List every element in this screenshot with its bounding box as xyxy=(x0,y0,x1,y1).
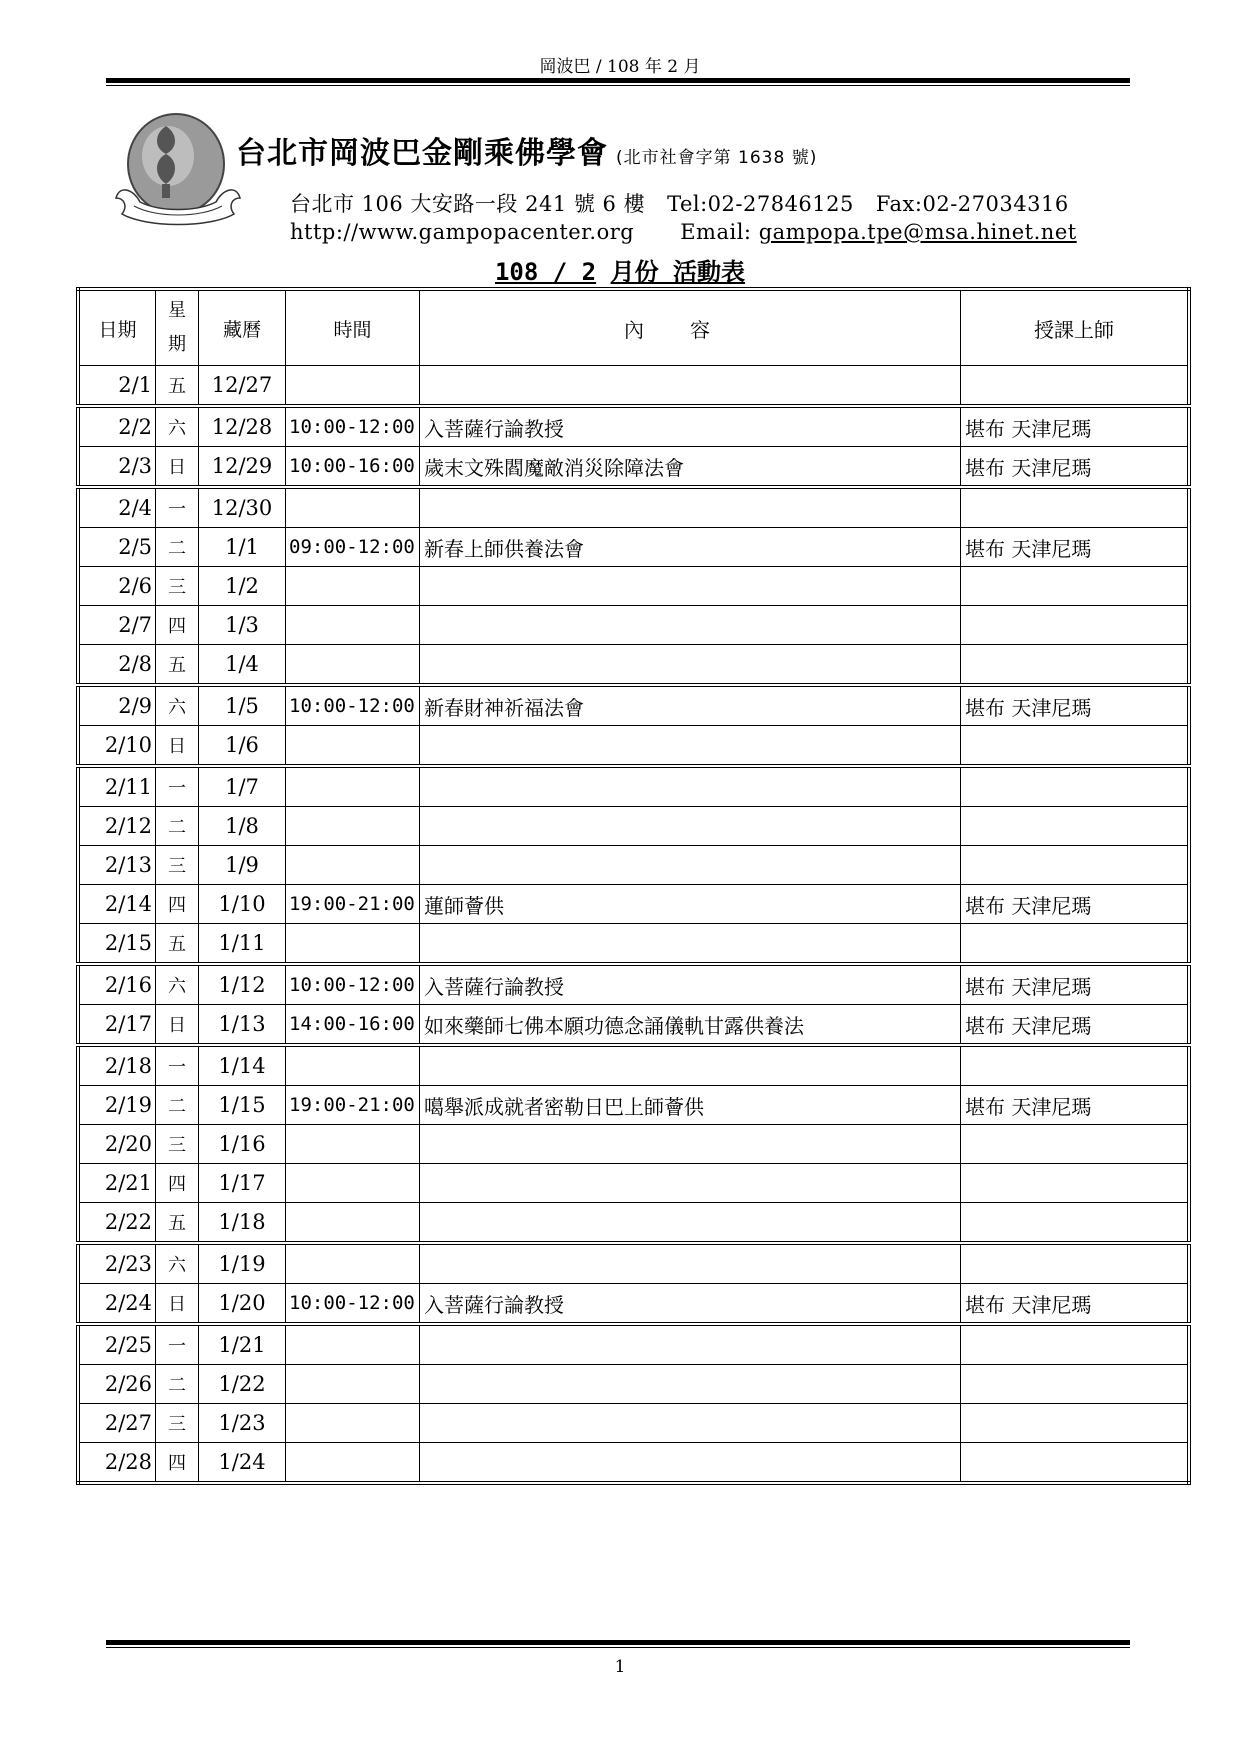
table-row xyxy=(78,447,1189,488)
row-content xyxy=(420,1365,961,1404)
row-teacher: 堪布 天津尼瑪 xyxy=(961,1284,1190,1325)
table-header-row xyxy=(78,289,1189,366)
document-title xyxy=(0,252,1240,287)
row-content: 新春財神祈福法會 xyxy=(420,685,961,726)
table-row xyxy=(78,964,1189,1005)
table-row xyxy=(78,1365,1189,1404)
row-teacher: 堪布 天津尼瑪 xyxy=(961,885,1190,924)
row-time xyxy=(286,645,420,686)
row-time xyxy=(286,846,420,885)
contact-line-2 xyxy=(290,220,1077,244)
row-teacher: 堪布 天津尼瑪 xyxy=(961,964,1190,1005)
row-time: 09:00-12:00 xyxy=(286,528,420,567)
row-content xyxy=(420,606,961,645)
row-content: 入菩薩行論教授 xyxy=(420,406,961,447)
row-content xyxy=(420,924,961,965)
row-content: 入菩薩行論教授 xyxy=(420,964,961,1005)
row-time: 10:00-16:00 xyxy=(286,447,420,488)
table-row xyxy=(78,1203,1189,1244)
row-weekday: 日 xyxy=(156,1284,199,1325)
row-content xyxy=(420,567,961,606)
row-time xyxy=(286,924,420,965)
row-teacher xyxy=(961,1125,1190,1164)
row-time xyxy=(286,1324,420,1365)
table-row xyxy=(78,924,1189,965)
row-tibetan-date: 1/7 xyxy=(199,766,286,807)
schedule-body xyxy=(78,366,1189,1484)
row-date: 2/16 xyxy=(78,964,156,1005)
row-tibetan-date: 1/4 xyxy=(199,645,286,686)
row-tibetan-date: 1/3 xyxy=(199,606,286,645)
row-content: 歲末文殊閻魔敵消災除障法會 xyxy=(420,447,961,488)
row-teacher xyxy=(961,766,1190,807)
row-tibetan-date: 1/19 xyxy=(199,1243,286,1284)
table-row xyxy=(78,1045,1189,1086)
row-weekday: 二 xyxy=(156,1365,199,1404)
row-date: 2/24 xyxy=(78,1284,156,1325)
header-date: 日期 xyxy=(78,289,156,366)
row-time xyxy=(286,567,420,606)
row-tibetan-date: 1/15 xyxy=(199,1086,286,1125)
row-weekday: 五 xyxy=(156,366,199,407)
row-time: 10:00-12:00 xyxy=(286,406,420,447)
row-weekday: 二 xyxy=(156,1086,199,1125)
row-date: 2/14 xyxy=(78,885,156,924)
row-date: 2/13 xyxy=(78,846,156,885)
table-row xyxy=(78,366,1189,407)
row-date: 2/7 xyxy=(78,606,156,645)
row-weekday: 日 xyxy=(156,447,199,488)
row-weekday: 六 xyxy=(156,1243,199,1284)
row-date: 2/8 xyxy=(78,645,156,686)
row-teacher xyxy=(961,1443,1190,1484)
row-weekday: 三 xyxy=(156,1125,199,1164)
table-row xyxy=(78,1086,1189,1125)
row-content xyxy=(420,807,961,846)
row-tibetan-date: 1/10 xyxy=(199,885,286,924)
bottom-rule xyxy=(106,1640,1130,1648)
row-teacher xyxy=(961,606,1190,645)
row-teacher: 堪布 天津尼瑪 xyxy=(961,1005,1190,1046)
row-weekday: 五 xyxy=(156,924,199,965)
row-time xyxy=(286,1443,420,1484)
row-teacher xyxy=(961,1404,1190,1443)
table-row xyxy=(78,1284,1189,1325)
org-email-link[interactable]: gampopa.tpe@msa.hinet.net xyxy=(758,220,1077,244)
row-tibetan-date: 1/6 xyxy=(199,726,286,767)
row-date: 2/20 xyxy=(78,1125,156,1164)
row-weekday: 三 xyxy=(156,846,199,885)
row-tibetan-date: 1/24 xyxy=(199,1443,286,1484)
row-date: 2/11 xyxy=(78,766,156,807)
org-fax: Fax:02-27034316 xyxy=(875,192,1069,216)
row-tibetan-date: 1/16 xyxy=(199,1125,286,1164)
row-time xyxy=(286,366,420,407)
row-content: 噶舉派成就者密勒日巴上師薈供 xyxy=(420,1086,961,1125)
row-teacher: 堪布 天津尼瑪 xyxy=(961,528,1190,567)
row-content xyxy=(420,1203,961,1244)
row-teacher xyxy=(961,846,1190,885)
table-row xyxy=(78,1404,1189,1443)
table-row xyxy=(78,1125,1189,1164)
row-weekday: 一 xyxy=(156,1045,199,1086)
row-content xyxy=(420,1045,961,1086)
row-time: 10:00-12:00 xyxy=(286,685,420,726)
row-teacher: 堪布 天津尼瑪 xyxy=(961,406,1190,447)
row-content: 新春上師供養法會 xyxy=(420,528,961,567)
row-tibetan-date: 1/12 xyxy=(199,964,286,1005)
table-row xyxy=(78,1243,1189,1284)
row-tibetan-date: 1/13 xyxy=(199,1005,286,1046)
row-weekday: 六 xyxy=(156,685,199,726)
row-content xyxy=(420,1404,961,1443)
row-content: 入菩薩行論教授 xyxy=(420,1284,961,1325)
header-weekday-bottom: 期 xyxy=(168,334,186,355)
schedule-table xyxy=(76,287,1191,1485)
row-weekday: 三 xyxy=(156,1404,199,1443)
row-tibetan-date: 1/23 xyxy=(199,1404,286,1443)
row-teacher xyxy=(961,567,1190,606)
row-weekday: 三 xyxy=(156,567,199,606)
row-weekday: 四 xyxy=(156,1443,199,1484)
contact-line-1 xyxy=(290,188,1069,218)
row-teacher xyxy=(961,1203,1190,1244)
page-number: 1 xyxy=(614,1657,626,1677)
header-content: 內容 xyxy=(420,289,961,366)
row-teacher xyxy=(961,807,1190,846)
table-row xyxy=(78,528,1189,567)
row-date: 2/17 xyxy=(78,1005,156,1046)
row-time xyxy=(286,1045,420,1086)
row-date: 2/1 xyxy=(78,366,156,407)
row-date: 2/5 xyxy=(78,528,156,567)
row-tibetan-date: 1/21 xyxy=(199,1324,286,1365)
header-weekday-top: 星 xyxy=(168,300,186,321)
row-content xyxy=(420,726,961,767)
row-teacher xyxy=(961,726,1190,767)
row-weekday: 二 xyxy=(156,528,199,567)
row-time xyxy=(286,1404,420,1443)
row-weekday: 一 xyxy=(156,487,199,528)
row-content xyxy=(420,1243,961,1284)
row-weekday: 四 xyxy=(156,606,199,645)
row-teacher xyxy=(961,487,1190,528)
table-row xyxy=(78,406,1189,447)
row-tibetan-date: 1/11 xyxy=(199,924,286,965)
row-weekday: 四 xyxy=(156,1164,199,1203)
row-content xyxy=(420,1443,961,1484)
row-teacher xyxy=(961,645,1190,686)
row-tibetan-date: 12/29 xyxy=(199,447,286,488)
table-row xyxy=(78,685,1189,726)
table-row xyxy=(78,807,1189,846)
row-tibetan-date: 12/27 xyxy=(199,366,286,407)
row-content xyxy=(420,645,961,686)
row-tibetan-date: 1/22 xyxy=(199,1365,286,1404)
row-content: 蓮師薈供 xyxy=(420,885,961,924)
header-tibetan-date: 藏曆 xyxy=(199,289,286,366)
row-date: 2/4 xyxy=(78,487,156,528)
org-website[interactable]: http://www.gampopacenter.org xyxy=(290,220,635,244)
table-row xyxy=(78,766,1189,807)
row-date: 2/27 xyxy=(78,1404,156,1443)
row-date: 2/12 xyxy=(78,807,156,846)
row-time xyxy=(286,606,420,645)
row-teacher xyxy=(961,1164,1190,1203)
row-time xyxy=(286,726,420,767)
row-date: 2/18 xyxy=(78,1045,156,1086)
row-teacher xyxy=(961,1365,1190,1404)
row-weekday: 一 xyxy=(156,766,199,807)
row-time xyxy=(286,1203,420,1244)
row-content xyxy=(420,487,961,528)
row-date: 2/22 xyxy=(78,1203,156,1244)
row-time xyxy=(286,1365,420,1404)
row-tibetan-date: 1/14 xyxy=(199,1045,286,1086)
row-time: 19:00-21:00 xyxy=(286,885,420,924)
row-time xyxy=(286,1164,420,1203)
org-name xyxy=(236,128,817,172)
header-teacher: 授課上師 xyxy=(961,289,1190,366)
row-tibetan-date: 1/9 xyxy=(199,846,286,885)
row-tibetan-date: 1/5 xyxy=(199,685,286,726)
row-time: 14:00-16:00 xyxy=(286,1005,420,1046)
row-teacher: 堪布 天津尼瑪 xyxy=(961,685,1190,726)
row-time: 10:00-12:00 xyxy=(286,1284,420,1325)
table-row xyxy=(78,1443,1189,1484)
row-time xyxy=(286,487,420,528)
row-tibetan-date: 1/17 xyxy=(199,1164,286,1203)
row-time xyxy=(286,1243,420,1284)
row-teacher: 堪布 天津尼瑪 xyxy=(961,1086,1190,1125)
row-tibetan-date: 1/18 xyxy=(199,1203,286,1244)
row-date: 2/23 xyxy=(78,1243,156,1284)
row-date: 2/19 xyxy=(78,1086,156,1125)
row-date: 2/28 xyxy=(78,1443,156,1484)
table-row xyxy=(78,846,1189,885)
row-weekday: 一 xyxy=(156,1324,199,1365)
row-tibetan-date: 1/20 xyxy=(199,1284,286,1325)
row-teacher xyxy=(961,924,1190,965)
table-row xyxy=(78,606,1189,645)
org-registration: (北市社會字第 1638 號) xyxy=(616,148,818,168)
row-teacher: 堪布 天津尼瑪 xyxy=(961,447,1190,488)
row-teacher xyxy=(961,366,1190,407)
row-date: 2/9 xyxy=(78,685,156,726)
row-content xyxy=(420,766,961,807)
row-date: 2/15 xyxy=(78,924,156,965)
row-weekday: 五 xyxy=(156,645,199,686)
row-weekday: 四 xyxy=(156,885,199,924)
row-weekday: 六 xyxy=(156,406,199,447)
table-row xyxy=(78,645,1189,686)
org-email-label: Email: xyxy=(680,220,752,244)
row-weekday: 五 xyxy=(156,1203,199,1244)
row-weekday: 日 xyxy=(156,1005,199,1046)
row-content xyxy=(420,846,961,885)
row-time: 19:00-21:00 xyxy=(286,1086,420,1125)
row-date: 2/10 xyxy=(78,726,156,767)
table-row xyxy=(78,1164,1189,1203)
row-tibetan-date: 12/28 xyxy=(199,406,286,447)
row-tibetan-date: 1/2 xyxy=(199,567,286,606)
row-weekday: 六 xyxy=(156,964,199,1005)
row-date: 2/3 xyxy=(78,447,156,488)
row-weekday: 日 xyxy=(156,726,199,767)
row-time xyxy=(286,807,420,846)
row-content xyxy=(420,1164,961,1203)
header-weekday xyxy=(156,289,199,366)
row-time: 10:00-12:00 xyxy=(286,964,420,1005)
row-date: 2/21 xyxy=(78,1164,156,1203)
table-row xyxy=(78,1005,1189,1046)
row-teacher xyxy=(961,1045,1190,1086)
table-row xyxy=(78,885,1189,924)
row-tibetan-date: 12/30 xyxy=(199,487,286,528)
row-content xyxy=(420,366,961,407)
table-row xyxy=(78,487,1189,528)
title-suffix: 月份 活動表 xyxy=(610,258,746,286)
org-name-text: 台北市岡波巴金剛乘佛學會 xyxy=(236,136,608,171)
row-content xyxy=(420,1324,961,1365)
row-teacher xyxy=(961,1243,1190,1284)
table-row xyxy=(78,567,1189,606)
organization-logo xyxy=(110,106,246,230)
row-time xyxy=(286,766,420,807)
table-row xyxy=(78,1324,1189,1365)
table-row xyxy=(78,726,1189,767)
row-date: 2/2 xyxy=(78,406,156,447)
org-tel: Tel:02-27846125 xyxy=(667,192,854,216)
row-content: 如來藥師七佛本願功德念誦儀軌甘露供養法 xyxy=(420,1005,961,1046)
row-tibetan-date: 1/1 xyxy=(199,528,286,567)
top-rule xyxy=(106,78,1130,86)
running-head: 岡波巴 / 108 年 2 月 xyxy=(539,57,701,77)
row-time xyxy=(286,1125,420,1164)
header-time: 時間 xyxy=(286,289,420,366)
row-tibetan-date: 1/8 xyxy=(199,807,286,846)
org-address: 台北市 106 大安路一段 241 號 6 樓 xyxy=(290,192,646,216)
row-date: 2/26 xyxy=(78,1365,156,1404)
row-teacher xyxy=(961,1324,1190,1365)
title-prefix: 108 / 2 xyxy=(494,258,597,286)
row-date: 2/6 xyxy=(78,567,156,606)
row-date: 2/25 xyxy=(78,1324,156,1365)
row-weekday: 二 xyxy=(156,807,199,846)
row-content xyxy=(420,1125,961,1164)
